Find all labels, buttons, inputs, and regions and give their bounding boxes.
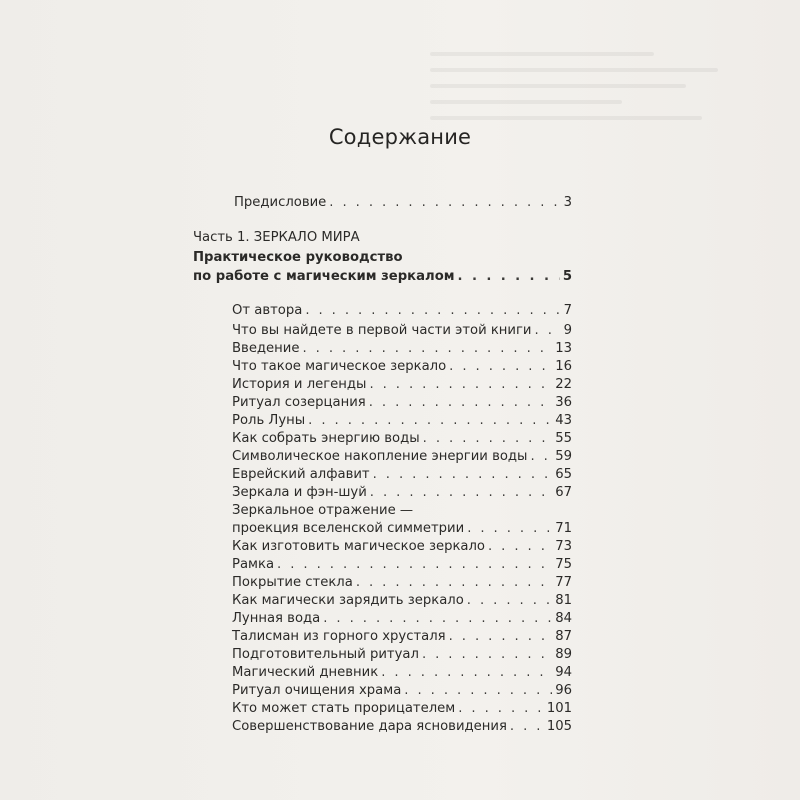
dot-leader bbox=[449, 358, 552, 376]
toc-entry[interactable] bbox=[232, 628, 572, 646]
toc-entry[interactable] bbox=[232, 412, 572, 430]
dot-leader bbox=[277, 556, 552, 574]
dot-leader bbox=[370, 484, 552, 502]
dot-leader bbox=[449, 628, 553, 646]
toc-entry-page: 16 bbox=[555, 359, 572, 374]
toc-entry-label: Введение bbox=[232, 341, 300, 356]
dot-leader bbox=[329, 194, 560, 212]
toc-entry-page: 73 bbox=[555, 539, 572, 554]
part-subtitle-line2: по работе с магическим зеркалом bbox=[193, 269, 455, 284]
toc-entry-page: 5 bbox=[562, 269, 572, 284]
toc-entry-label: Кто может стать прорицателем bbox=[232, 701, 456, 716]
toc-entry[interactable] bbox=[232, 466, 572, 484]
dot-leader bbox=[356, 574, 552, 592]
toc-entry-page: 96 bbox=[555, 683, 572, 698]
toc-entry-page: 13 bbox=[555, 341, 572, 356]
dot-leader bbox=[423, 430, 553, 448]
page-title: Содержание bbox=[328, 125, 472, 149]
toc-entry[interactable] bbox=[232, 538, 572, 556]
dot-leader bbox=[530, 448, 552, 466]
dot-leader bbox=[305, 302, 560, 320]
toc-entry-label: проекция вселенской симметрии bbox=[232, 521, 465, 536]
toc-entry-label: Предисловие bbox=[234, 195, 327, 210]
toc-entry-label: Подготовительный ритуал bbox=[232, 647, 419, 662]
dot-leader bbox=[369, 376, 552, 394]
toc-entry-page: 81 bbox=[555, 593, 572, 608]
toc-entry-part1[interactable] bbox=[193, 268, 572, 286]
toc-entry[interactable] bbox=[232, 394, 572, 412]
dot-leader bbox=[369, 394, 553, 412]
toc-entry[interactable] bbox=[232, 664, 572, 682]
toc-entry[interactable] bbox=[232, 358, 572, 376]
toc-entry[interactable] bbox=[232, 322, 572, 340]
toc-entry-label: Совершенствование дара ясновидения bbox=[232, 719, 507, 734]
dot-leader bbox=[404, 682, 552, 700]
toc-entry-label: Ритуал созерцания bbox=[232, 395, 366, 410]
toc-entry[interactable] bbox=[232, 430, 572, 448]
toc-entry-label: Покрытие стекла bbox=[232, 575, 353, 590]
toc-entry-page: 75 bbox=[555, 557, 572, 572]
dot-leader bbox=[422, 646, 552, 664]
toc-entry-page: 7 bbox=[563, 303, 572, 318]
toc-entry[interactable] bbox=[232, 376, 572, 394]
dot-leader bbox=[535, 322, 561, 340]
toc-entry-label: Талисман из горного хрусталя bbox=[232, 629, 446, 644]
toc-entry-page: 94 bbox=[555, 665, 572, 680]
toc-entry[interactable] bbox=[232, 718, 572, 736]
toc-entry-label: Рамка bbox=[232, 557, 275, 572]
dot-leader bbox=[381, 664, 552, 682]
toc-entry-label: Символическое накопление энергии воды bbox=[232, 449, 528, 464]
toc-entry-label: История и легенды bbox=[232, 377, 367, 392]
toc-entry-page: 89 bbox=[555, 647, 572, 662]
toc-entry[interactable] bbox=[232, 682, 572, 700]
toc-entry-page: 87 bbox=[555, 629, 572, 644]
dot-leader bbox=[458, 700, 544, 718]
toc-entry[interactable] bbox=[232, 448, 572, 466]
show-through-text bbox=[430, 40, 750, 180]
toc-entry-label: От автора bbox=[232, 303, 303, 318]
toc-entry-page: 22 bbox=[555, 377, 572, 392]
toc-entry-page: 55 bbox=[555, 431, 572, 446]
toc-entry-page: 84 bbox=[555, 611, 572, 626]
toc-entry-label: Роль Луны bbox=[232, 413, 306, 428]
toc-entry-page: 77 bbox=[555, 575, 572, 590]
part-heading: Часть 1. ЗЕРКАЛО МИРА bbox=[193, 230, 360, 245]
toc-entry-label: Лунная вода bbox=[232, 611, 321, 626]
dot-leader bbox=[467, 520, 552, 538]
toc-entry[interactable] bbox=[232, 574, 572, 592]
part-subtitle-line1: Практическое руководство bbox=[193, 250, 403, 265]
toc-entry-preface[interactable] bbox=[234, 194, 572, 212]
toc-entry-page: 71 bbox=[555, 521, 572, 536]
toc-entry[interactable] bbox=[232, 484, 572, 502]
toc-entry-page: 105 bbox=[546, 719, 572, 734]
toc-entry[interactable] bbox=[232, 556, 572, 574]
toc-entry[interactable] bbox=[232, 520, 572, 538]
toc-entry-label: Как изготовить магическое зеркало bbox=[232, 539, 485, 554]
toc-entry-page: 65 bbox=[555, 467, 572, 482]
toc-entry-label: Еврейский алфавит bbox=[232, 467, 370, 482]
toc-entry-label: Магический дневник bbox=[232, 665, 379, 680]
toc-entry-label: Как собрать энергию воды bbox=[232, 431, 420, 446]
toc-entry-page: 3 bbox=[563, 195, 572, 210]
toc-entry-page: 43 bbox=[555, 413, 572, 428]
toc-entry[interactable] bbox=[232, 700, 572, 718]
toc-entry-label: Как магически зарядить зеркало bbox=[232, 593, 464, 608]
dot-leader bbox=[488, 538, 552, 556]
toc-entry[interactable] bbox=[232, 610, 572, 628]
dot-leader bbox=[458, 268, 560, 286]
toc-entry[interactable] bbox=[232, 302, 572, 320]
toc-entry[interactable] bbox=[232, 340, 572, 358]
dot-leader bbox=[302, 340, 552, 358]
dot-leader bbox=[373, 466, 553, 484]
toc-entry-label-line1: Зеркальное отражение — bbox=[232, 503, 414, 518]
toc-entry-label: Что такое магическое зеркало bbox=[232, 359, 447, 374]
toc-entry-page: 36 bbox=[555, 395, 572, 410]
toc-entry-label: Что вы найдете в первой части этой книги bbox=[232, 323, 532, 338]
toc-entry-label: Ритуал очищения храма bbox=[232, 683, 402, 698]
dot-leader bbox=[467, 592, 552, 610]
toc-entry[interactable] bbox=[232, 646, 572, 664]
toc-entry-page: 101 bbox=[546, 701, 572, 716]
dot-leader bbox=[323, 610, 552, 628]
toc-entry-page: 9 bbox=[563, 323, 572, 338]
toc-entry-page: 67 bbox=[555, 485, 572, 500]
toc-entry-page: 59 bbox=[555, 449, 572, 464]
dot-leader bbox=[308, 412, 552, 430]
toc-entry-label: Зеркала и фэн-шуй bbox=[232, 485, 367, 500]
dot-leader bbox=[510, 718, 544, 736]
toc-entry[interactable] bbox=[232, 592, 572, 610]
